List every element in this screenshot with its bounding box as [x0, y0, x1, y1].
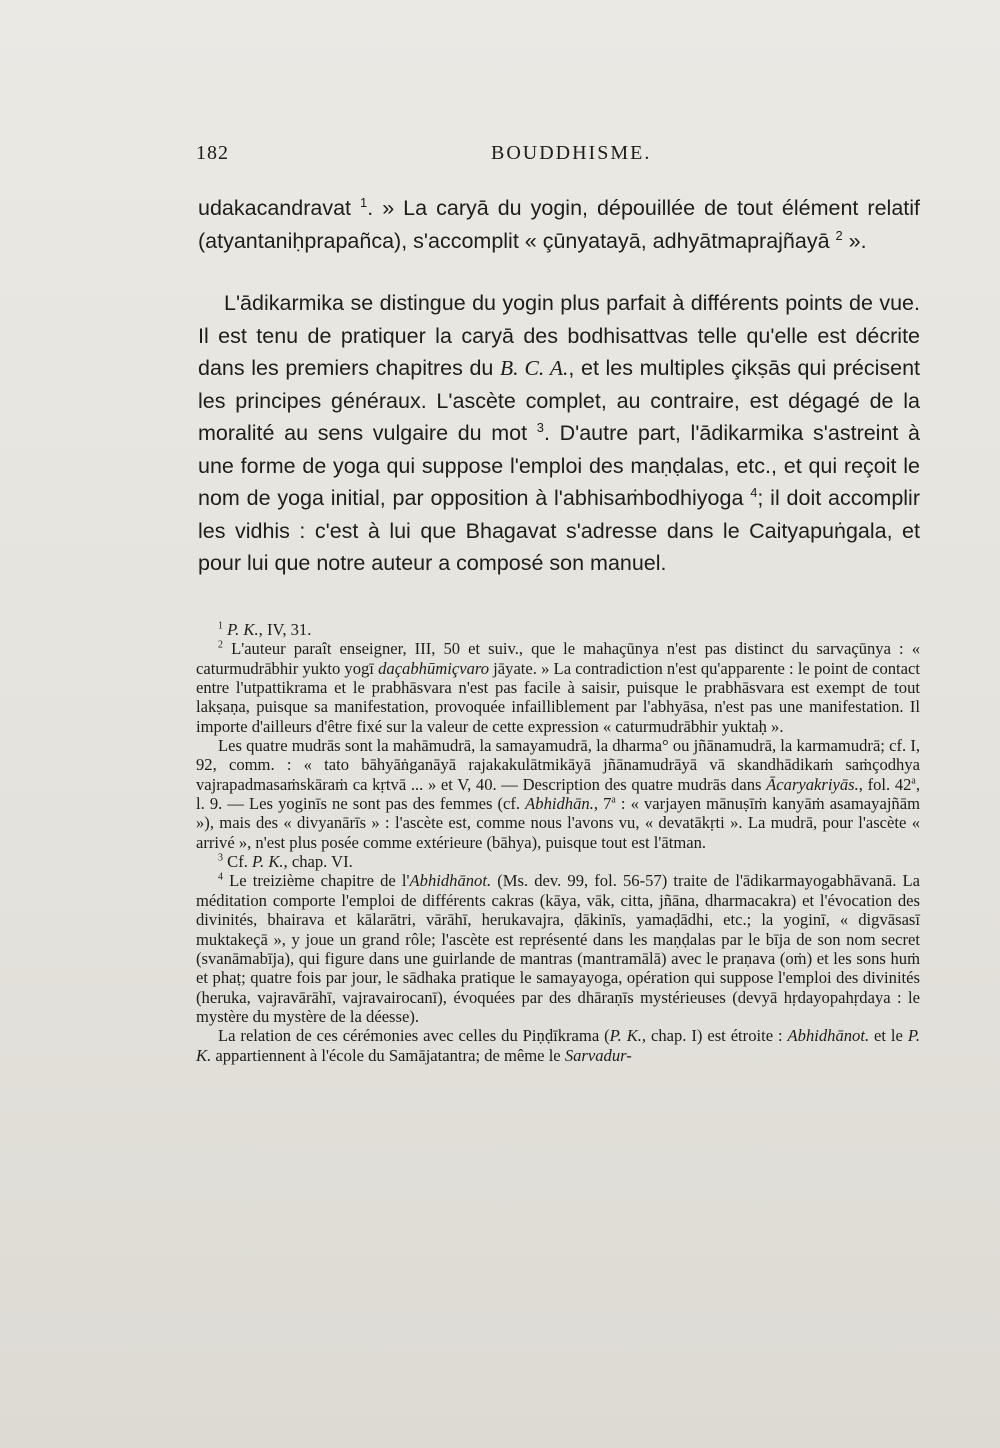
- paragraph-2: [198, 287, 920, 580]
- italic-term: daçabhūmiçvaro: [378, 658, 489, 678]
- italic-term: Abhidhānot.: [409, 871, 492, 891]
- text-run: : « varjayen mānuṣīṁ kanyāṁ asamayajñām »), mais des « divyanārīs » : l'ascète est, comme nous l'avons vu, « devatākṛti ». La mudrā, pour l'ascète « arrivé », n'est plus posée comme extérieure (bāhya), puisque tout est l'ātman.: [196, 794, 920, 852]
- text-run: et le: [869, 1026, 908, 1046]
- work-abbreviation: P. K.: [609, 1026, 642, 1046]
- italic-term: Sarvadur-: [564, 1045, 632, 1065]
- italic-term: Abhidhānot.: [787, 1026, 870, 1046]
- footnote-ref-4: 4: [750, 484, 758, 500]
- superscript: a: [611, 794, 616, 806]
- paragraph-1: [198, 192, 920, 257]
- footnote-mark: 2: [218, 639, 223, 651]
- footnote-4-continued: [196, 1026, 920, 1065]
- main-text: [198, 192, 920, 580]
- footnote-mark: 4: [218, 871, 223, 883]
- page-number: 182: [196, 142, 229, 164]
- running-header: [196, 142, 916, 168]
- text-run: . D'autre part, l'ādikarmika s'astreint à une forme de yoga qui suppose l'emploi des maṇḍalas, etc., et qui reçoit le nom de yoga initial, par opposition à l'abhisaṁbodhiyoga: [198, 421, 921, 510]
- text-run: appartiennent à l'école du Samājatantra; de même le: [211, 1045, 565, 1065]
- footnote-mark: 3: [218, 852, 223, 864]
- work-abbreviation: P. K.: [227, 620, 259, 639]
- footnote-1: [196, 620, 920, 639]
- text-run: Cf.: [227, 852, 253, 872]
- footnote-4: [196, 871, 920, 1026]
- footnote-ref-3: 3: [536, 419, 544, 435]
- text-run: , l. 9. — Les yoginīs ne sont pas des femmes (cf.: [196, 774, 920, 814]
- text-run: jāyate. » La contradiction n'est qu'apparente : le point de contact entre l'utpattikrama et le prabhāsvara n'est pas facile à saisir, puisque le prabhāsvara est exempt de tout lakṣaṇa, puisque sa manifestation, provoquée infailliblement par l'abhyāsa, n'est pas une manifestation. Il importe d'ailleurs d'être fixé sur la valeur de cette expression « caturmudrābhir yuktaḥ ».: [196, 658, 920, 736]
- text-run: (Ms. dev. 99, fol. 56-57) traite de l'ādikarmayogabhāvanā. La méditation comporte l'emploi de différents cakras (kāya, vāk, citta, jñāna, dharmacakra) et l'évocation des divinités, bhairava et kālarātri, vārāhī, herukavajra, ḍākinīs, yamaḍādhi, etc.; la yoginī, « digvāsasī muktakeçā », y joue un grand rôle; l'ascète est représenté dans les maṇḍalas par le bīja de son nom secret (svanāmabīja), qui figure dans une guirlande de mantras (mantramālā) avec le praṇava (oṁ) et les sons huṁ et phaṭ; quatre fois par jour, le sādhaka pratique le samayayoga, opération qui suppose l'emploi des divinités (heruka, vajravārāhī, vajravairocanī), évoquées par des dhāraṇīs mystérieuses (devyā hṛdayopahṛdaya : le mystère du mystère de la déesse).: [196, 871, 920, 1026]
- work-abbreviation: P. K.: [252, 852, 284, 872]
- text-run: La relation de ces cérémonies avec celles du Piṇḍīkrama (: [218, 1026, 610, 1046]
- italic-term: Ācaryakriyās.: [766, 774, 859, 794]
- footnote-ref-1: 1: [360, 194, 368, 210]
- footnotes: [196, 620, 920, 1065]
- footnote-2-continued: [196, 736, 920, 852]
- text-run: , chap. I) est étroite :: [641, 1026, 788, 1046]
- text-run: , chap. VI.: [283, 852, 353, 872]
- text-run: , 7: [593, 794, 612, 814]
- work-abbreviation: P. K.: [196, 1026, 920, 1065]
- text-run: . » La caryā du yogin, dépouillée de tout élément relatif (atyantaniḥprapañca), s'accomplit « çūnyatayā, adhyātmaprajñayā: [198, 196, 920, 253]
- superscript: a: [911, 775, 916, 787]
- text-run: ; il doit accomplir les vidhis : c'est à lui que Bhagavat s'adresse dans le Caityapuṅgala, et pour lui que notre auteur a composé son manuel.: [198, 486, 920, 575]
- text-run: L'auteur paraît enseigner, III, 50 et suiv., que le mahaçūnya n'est pas distinct du sarvaçūnya : « caturmudrābhir yukto yogī: [196, 639, 921, 678]
- footnote-mark: 1: [218, 620, 223, 632]
- text-run: , IV, 31.: [258, 620, 312, 639]
- footnote-ref-2: 2: [835, 227, 843, 243]
- text-run: ».: [842, 228, 867, 253]
- text-run: udakacandravat: [198, 196, 361, 220]
- work-abbreviation: B. C. A.: [500, 356, 569, 380]
- running-title: BOUDDHISME.: [491, 142, 652, 164]
- footnote-3: [196, 852, 920, 871]
- text-run: , et les multiples çikṣās qui précisent les principes généraux. L'ascète complet, au contraire, est dégagé de la moralité au sens vulgaire du mot: [198, 356, 920, 445]
- text-run: Les quatre mudrās sont la mahāmudrā, la samayamudrā, la dharma° ou jñānamudrā, la karmamudrā; cf. I, 92, comm. : « tato bāhyāṅganāyā rajakakulātmikāyā jñānamudrāyā vā skandhādikaṁ saṁçodhya vajrapadmasaṁskāraṁ ca kṛtvā ... » et V, 40. — Description des quatre mudrās dans: [196, 736, 920, 794]
- italic-term: Abhidhān.: [525, 794, 594, 814]
- text-run: L'ādikarmika se distingue du yogin plus parfait à différents points de vue. Il est tenu de pratiquer la caryā des bodhisattvas telle qu'elle est décrite dans les premiers chapitres du: [198, 291, 920, 380]
- text-run: Le treizième chapitre de l': [229, 871, 410, 891]
- footnote-2: [196, 639, 920, 736]
- text-run: , fol. 42: [858, 774, 912, 794]
